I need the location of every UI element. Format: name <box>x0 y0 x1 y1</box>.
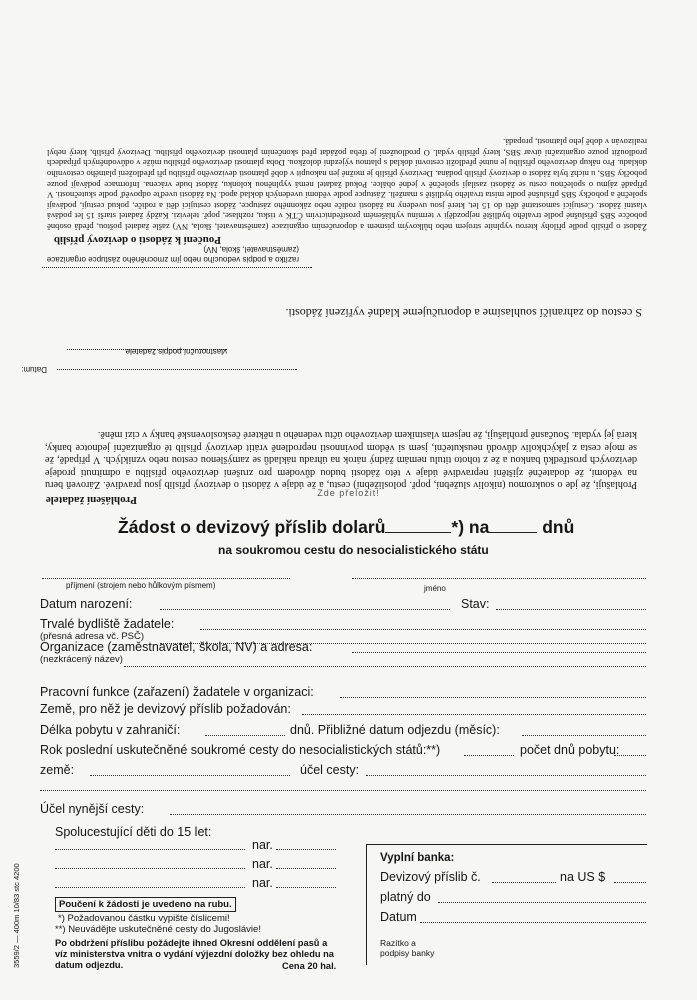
name-caption: jméno <box>424 584 446 593</box>
fold-marker: Zde přeložit! <box>317 488 380 498</box>
days-stay-label: počet dnů pobytu: <box>520 743 620 757</box>
surname-field[interactable] <box>42 578 290 579</box>
child-3-born[interactable] <box>276 887 336 888</box>
bank-amount-label: na US $ <box>560 870 606 884</box>
price: Cena 20 hal. <box>282 961 337 971</box>
child-2-born-label: nar. <box>252 857 273 871</box>
organization-stamp-caption: razítko a podpis vedoucího nebo jím zmocněného zástupce organizace (zaměstnavatel, škola, NV) <box>46 245 299 264</box>
departure-field[interactable] <box>522 735 646 736</box>
residence-sub: (přesná adresa vč. PSČ) <box>40 631 145 642</box>
print-code: 3559/2 — 400m 10/83 stc 4200 <box>12 863 21 968</box>
child-1-born-label: nar. <box>252 838 273 852</box>
stay-days-label: dnů. Přibližné datum odjezdu (měsíc): <box>290 723 500 737</box>
days-blank[interactable] <box>489 532 537 533</box>
footnote-1: *) Požadovanou částku vypište číslicemi! <box>58 913 230 924</box>
footnote-2: **) Neuvádějte uskutečněné cesty do Jugoslávie! <box>55 924 261 935</box>
bank-valid-label: platný do <box>380 890 431 904</box>
organization-field-2[interactable] <box>124 666 646 667</box>
fine-print-title: Poučení k žádosti o devizový příslib <box>53 234 221 246</box>
applicant-signature-caption: vlastnoruční podpis žadatele <box>125 347 227 356</box>
last-country-field[interactable] <box>90 775 290 776</box>
state-field[interactable] <box>496 609 646 610</box>
name-field[interactable] <box>352 578 646 579</box>
last-country-label: země: <box>40 763 75 777</box>
trip-purpose-field[interactable] <box>366 775 646 776</box>
child-3-born-label: nar. <box>252 876 273 890</box>
country-field[interactable] <box>302 714 646 715</box>
residence-field[interactable] <box>200 629 646 630</box>
state-label: Stav: <box>461 597 490 611</box>
extra-line[interactable] <box>40 790 646 791</box>
birth-date-field[interactable] <box>160 609 450 610</box>
amount-blank[interactable] <box>385 532 451 533</box>
declaration-text: Prohlašuji, že jde o soukromou (nikoliv služební, popř. polosližební) cestu, a že údaje v žádosti o devizový příslib jsou pravdivé. Zároveň beru na vědomí, že dodatečné zjištění nepravdivé údaje v této žádosti budou důvodem pro zrušení devizového příslibu a odmítnutí prodeje devizových prostředků bankou a že z tohoto titulu nemám žádný nárok na úhradu nákladů se zamýšlenou cestou nebo vzniklých. V případě, že se moje cesta z jakýchkoliv důvodů neuskuteční, jsem si vědom povinnosti neprodleně vrátit devizový příslib té organizační jednotce banky, která jej vydala. Současně prohlašuji, že nejsem vlastníkem devizového účtu vedeného u některé československé banky v cizí měně. <box>45 429 637 490</box>
child-2-born[interactable] <box>276 868 336 869</box>
surname-caption: příjmení (strojem nebo hůlkovým písmem) <box>66 581 216 590</box>
country-label: Země, pro něž je devizový příslib požadován: <box>40 702 291 716</box>
bank-promise-field[interactable] <box>492 882 556 883</box>
bank-promise-label: Devizový příslib č. <box>380 870 481 884</box>
recommendation-text: S cestou do zahraničí souhlasíme a doporučujeme kladné vyřízení žádosti. <box>285 306 642 320</box>
last-trip-field[interactable] <box>464 755 514 756</box>
trip-purpose-label: účel cesty: <box>300 763 360 777</box>
bank-amount-field[interactable] <box>614 882 646 883</box>
stay-length-field[interactable] <box>205 735 285 736</box>
job-field[interactable] <box>340 697 646 698</box>
bank-title: Vyplní banka: <box>380 852 455 864</box>
title-start: Žádost o devizový příslib dolarů <box>118 517 386 537</box>
title-end: dnů <box>542 517 575 537</box>
stay-length-label: Délka pobytu v zahraničí: <box>40 723 181 737</box>
current-purpose-label: Účel nynější cesty: <box>40 802 145 816</box>
declaration-title: Prohlášení žadatele <box>45 494 137 506</box>
organization-sub: (nezkrácený název) <box>40 654 123 665</box>
bank-date-field[interactable] <box>420 922 646 923</box>
last-trip-label: Rok poslední uskutečněné soukromé cesty do nesocialistických států:**) <box>40 743 441 757</box>
date-label: Datum: <box>21 365 47 374</box>
organization-field[interactable] <box>352 652 646 653</box>
birth-date-label: Datum narození: <box>40 597 133 611</box>
bank-valid-field[interactable] <box>438 902 646 903</box>
organization-label: Organizace (zaměstnavatel, škola, NV) a adresa: <box>40 640 313 654</box>
current-purpose-field[interactable] <box>170 814 646 815</box>
fine-print-text: Žádost o příslib podle přílohy kterou vyplníte strojem nebo hůlkovým písmem a doporučením organizace (zaměstnavatel, škola, NV) zašle žadatel poštou, předá osobně pobočce SBS příslušné podle trvalého bydliště nejpozději v termínu vyhlášeném prostřednictvím ČTK v tisku, rozhlase, popř. televizi. Každý žadatel starší 15 let podává vlastní žádost. Cestující samostatně děti do 15 let, které jsou uvedeny na žádosti rodiče nebo zákonného zástupce, žádost cestující dětí a rodiče, pokud cestují, podávají společně a pobočky SBS příslušné podle místa trvalého bydliště s manželi. Zástupce podle vědomí uvedených doklad apod. Na žádosti uveďte odpověď podle skutečnosti. V případě zájmu o společnou cestu se žádosti zasílají společně v jedné obálce. Pokud žadatel nemá vyplněnou kolonku, žádost bude vrácena. Informace podávají pouze pobočky SBS, u nichž byla žádost o devizový příslib podána. Devizový příslib je možné jen nakoupit v době platnosti devizového příslibu při předložení platného cestovního dokladu. Pro nákup devizového příslibu je nutné předložit cestovní doklad s platnou výjezdní doložkou. Doba platnosti devizového příslibu může v odůvodněných případech prodloužit pouze organizační útvar SBS, který příslib vydal. O prodloužení je třeba požádat před skončením platnosti devizového příslibu. Devizový příslib, který nebyl realizován v době jeho platnosti, propadá. <box>47 137 647 232</box>
final-note: Po obdržení příslibu požádejte ihned Okresní oddělení pasů a víz ministerstva vnitra o vydání výjezdní doložky bez ohledu na datum odjezdu. <box>55 938 334 970</box>
title-mid: *) na <box>451 517 490 537</box>
residence-label: Trvalé bydliště žadatele: <box>40 617 175 631</box>
child-1-name[interactable] <box>55 849 245 850</box>
form-subtitle: na soukromou cestu do nesocialistického státu <box>218 543 489 557</box>
child-1-born[interactable] <box>276 849 336 850</box>
days-stay-field[interactable] <box>614 755 646 756</box>
instruction-box: Poučení k žádosti je uvedeno na rubu. <box>55 897 236 912</box>
bank-stamp-label: Razítko a podpisy banky <box>380 938 435 958</box>
job-label: Pracovní funkce (zařazení) žadatele v organizaci: <box>40 685 314 699</box>
form-title <box>118 517 574 538</box>
child-2-name[interactable] <box>55 868 245 869</box>
bank-date-label: Datum <box>380 910 417 924</box>
children-label: Spolucestující děti do 15 let: <box>55 825 212 839</box>
child-3-name[interactable] <box>55 887 245 888</box>
